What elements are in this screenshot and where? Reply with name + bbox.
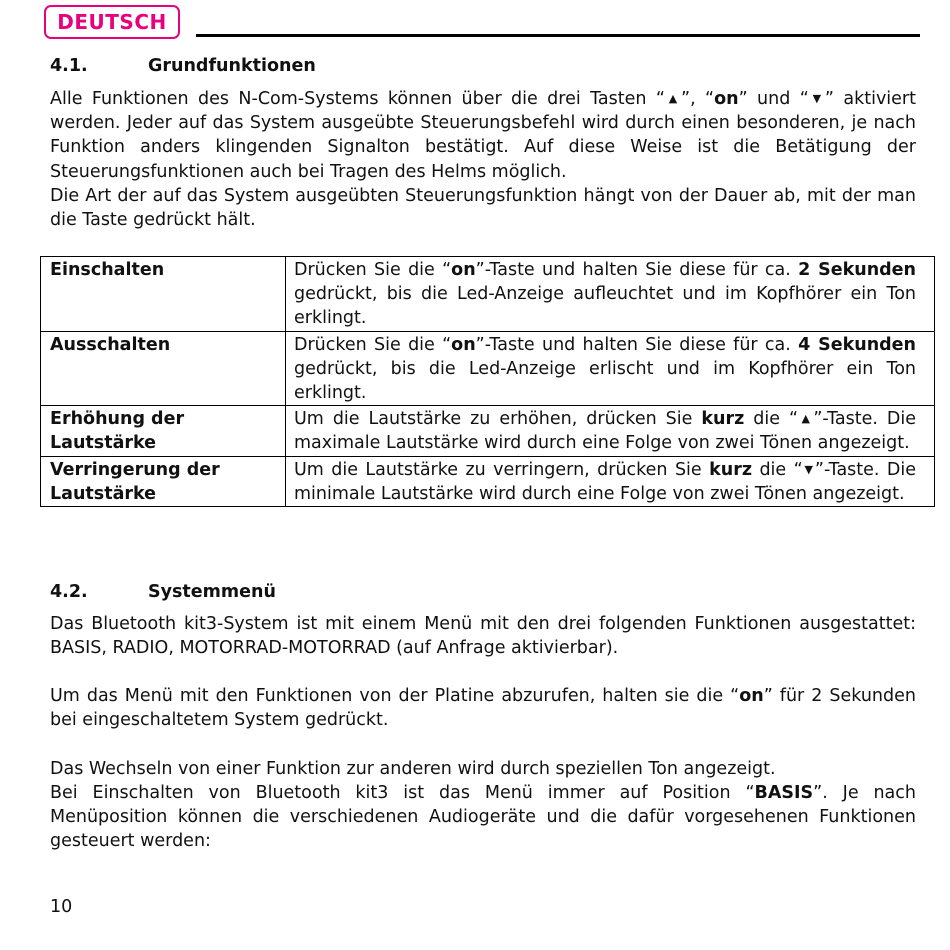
on-key: on [451, 334, 476, 355]
text-run: ”. Je nach Menüposition können die verschiedenen Audiogeräte und die dafür vorgesehenen Funktionen gesteuert werden: [50, 783, 916, 852]
text-run: ”, “ [681, 89, 715, 109]
table-row [41, 456, 935, 506]
on-key: on [451, 260, 476, 280]
text-run: ”-Taste und halten Sie diese für ca. [475, 334, 799, 355]
menu-intro-paragraph: Das Bluetooth kit3-System ist mit einem Menü mit den drei folgenden Funktionen ausgestattet: BASIS, RADIO, MOTORRAD-MOTORRAD (auf Anfrage aktivierbar). [50, 614, 916, 659]
text-run: ” für 2 Sekunden bei eingeschaltetem System gedrückt. [50, 686, 916, 731]
duration: 2 Sekunden [798, 260, 917, 280]
function-table [40, 256, 935, 507]
emphasis: kurz [709, 459, 753, 480]
row-label: Einschalten [41, 257, 286, 332]
text-run: ”-Taste. Die maximale Lautstärke wird durch eine Folge von zwei Tönen angezeigt. [294, 409, 916, 454]
menu-position-paragraph [50, 781, 916, 854]
text-run: Um die Lautstärke zu verringern, drücken Sie [294, 459, 710, 480]
duration-paragraph: Die Art der auf das System ausgeübten Steuerungsfunktion hängt von der Dauer ab, mit der man die Taste gedrückt hält. [50, 186, 916, 231]
text-run: ”-Taste und halten Sie diese für ca. [475, 260, 799, 280]
on-key: on [739, 686, 764, 706]
text-run: Alle Funktionen des N-Com-Systems können über die drei Tasten “ [50, 89, 665, 109]
text-run: ” und “ [738, 89, 809, 109]
down-arrow-icon: ▼ [808, 92, 825, 105]
header-rule [196, 34, 920, 37]
row-description [286, 257, 935, 332]
text-run: Um die Lautstärke zu erhöhen, drücken Sie [294, 409, 702, 430]
row-label: Verringerung der Lautstärke [41, 456, 286, 506]
section-number: 4.1. [50, 56, 88, 76]
text-run: ”-Taste. Die minimale Lautstärke wird durch eine Folge von zwei Tönen angezeigt. [294, 459, 916, 504]
section-heading-4-1 [50, 56, 316, 76]
row-label: Ausschalten [41, 331, 286, 406]
text-run: Drücken Sie die “ [294, 260, 452, 280]
row-label: Erhöhung der Lautstärke [41, 406, 286, 456]
on-key: on [714, 89, 739, 109]
text-run: gedrückt, bis die Led-Anzeige aufleuchtet und im Kopfhörer ein Ton erklingt. [294, 284, 916, 329]
row-description [286, 406, 935, 456]
row-description [286, 331, 935, 406]
duration: 4 Sekunden [798, 334, 917, 355]
menu-switch-paragraph: Das Wechseln von einer Funktion zur anderen wird durch speziellen Ton angezeigt. [50, 759, 776, 779]
table-row [41, 257, 935, 332]
text-run: Bei Einschalten von Bluetooth kit3 ist das Menü immer auf Position “ [50, 783, 755, 803]
text-run: die “ [752, 459, 803, 480]
section-title: Grundfunktionen [148, 56, 316, 76]
menu-access-paragraph [50, 684, 916, 732]
up-arrow-icon: ▲ [664, 92, 682, 105]
language-badge: DEUTSCH [44, 5, 180, 39]
text-run: Um das Menü mit den Funktionen von der Platine abzurufen, halten sie die “ [50, 686, 740, 706]
emphasis: kurz [701, 409, 745, 430]
down-arrow-icon: ▼ [802, 462, 815, 476]
page-number: 10 [50, 897, 73, 917]
text-run: ” aktiviert werden. Jeder auf das System ausgeübte Steuerungsbefehl wird durch einen besonderen, je nach Funktion anders klingenden Signalton bestätigt. Auf diese Weise ist die Betätigung der Steuerungsfunktionen auch bei Tragen des Helms möglich. [50, 89, 916, 182]
table-row [41, 331, 935, 406]
up-arrow-icon: ▲ [798, 412, 814, 426]
basis-label: BASIS [754, 783, 814, 803]
text-run: gedrückt, bis die Led-Anzeige erlischt und im Kopfhörer ein Ton erklingt. [294, 358, 916, 404]
text-run: Drücken Sie die “ [294, 334, 452, 355]
section-heading-4-2 [50, 582, 276, 602]
text-run: die “ [744, 409, 799, 430]
section-number: 4.2. [50, 582, 88, 602]
intro-paragraph [50, 87, 916, 184]
row-description [286, 456, 935, 506]
table-row [41, 406, 935, 456]
section-title: Systemmenü [148, 582, 276, 602]
